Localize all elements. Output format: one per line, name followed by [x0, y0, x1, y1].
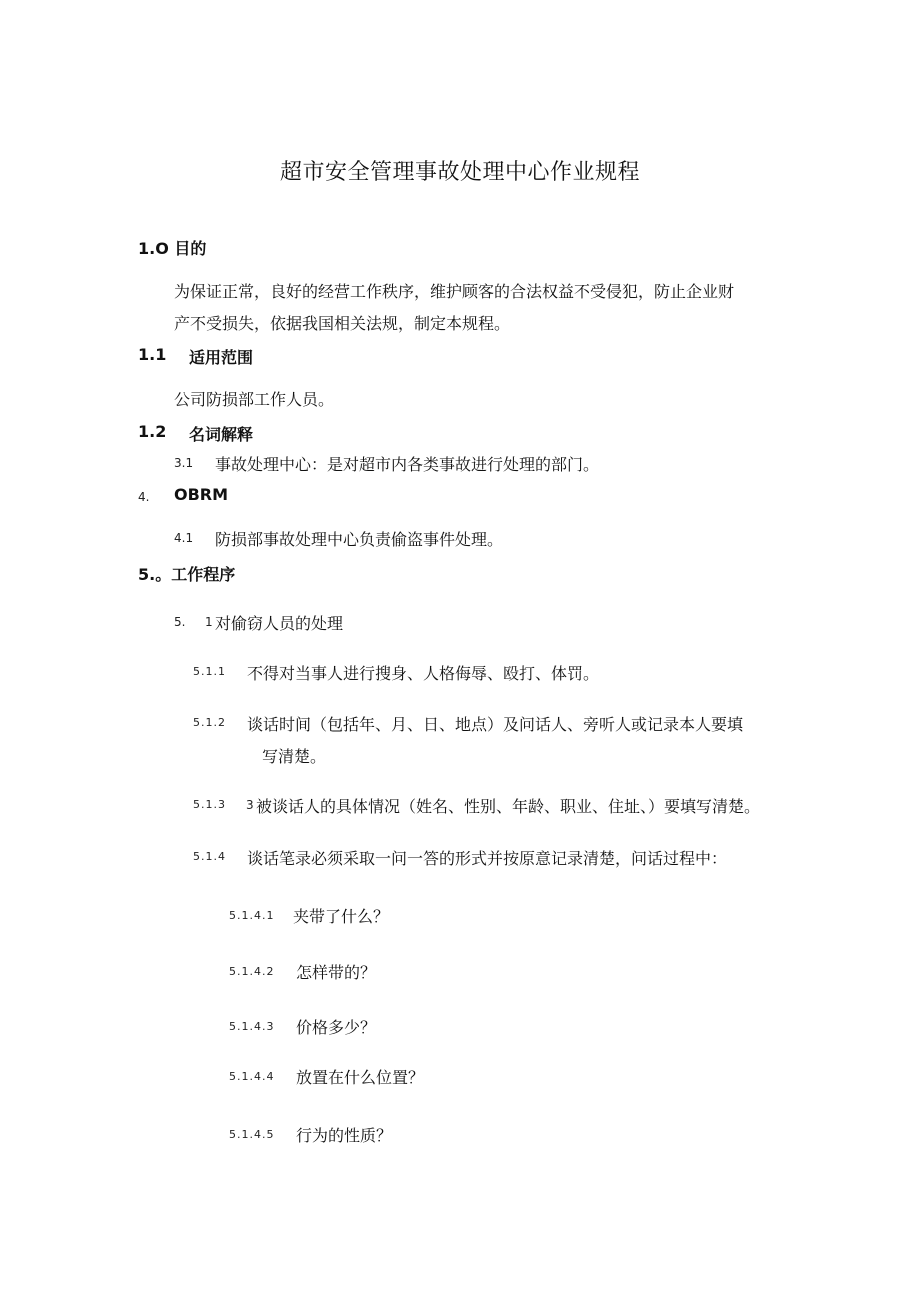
item-text: 被谈话人的具体情况（姓名、性别、年龄、职业、住址、）要填写清楚。 — [256, 797, 761, 816]
item-number: 5.1.4 — [193, 850, 226, 863]
question-text: 夹带了什么？ — [293, 907, 390, 926]
item-text-continuation: 写清楚。 — [262, 747, 327, 766]
purpose-text-line2: 产不受损失，依据我国相关法规，制定本规程。 — [174, 314, 511, 333]
question-number: 5.1.4.4 — [229, 1070, 275, 1083]
document-title: 超市安全管理事故处理中心作业规程 — [279, 160, 640, 185]
purpose-heading: 1.O 目的 — [138, 239, 207, 258]
item-text: 谈话笔录必须采取一问一答的形式并按原意记录清楚，问话过程中： — [247, 849, 728, 868]
purpose-text-line1: 为保证正常，良好的经营工作秩序，维护顾客的合法权益不受侵犯，防止企业财 — [174, 282, 735, 301]
item-number: 5.1.3 — [193, 798, 226, 811]
question-text: 行为的性质？ — [296, 1126, 393, 1145]
procedure-sub-text: 对偷窃人员的处理 — [215, 614, 344, 633]
item-text: 不得对当事人进行搜身、人格侮辱、殴打、体罚。 — [247, 664, 600, 683]
procedure-sub-number-a: 5. — [174, 615, 186, 629]
question-number: 5.1.4.1 — [229, 909, 275, 922]
obrm-item-number: 4.1 — [174, 531, 194, 545]
question-number: 5.1.4.5 — [229, 1128, 275, 1141]
item-prefix: 3 — [246, 798, 254, 812]
obrm-item-text: 防损部事故处理中心负责偷盗事件处理。 — [215, 530, 504, 549]
question-text: 怎样带的？ — [296, 963, 377, 982]
question-number: 5.1.4.3 — [229, 1020, 275, 1033]
item-text: 谈话时间（包括年、月、日、地点）及问话人、旁听人或记录本人要填 — [247, 715, 744, 734]
question-number: 5.1.4.2 — [229, 965, 275, 978]
scope-heading: 适用范围 — [189, 348, 254, 367]
terms-item-number: 3.1 — [174, 456, 194, 470]
obrm-number: 4. — [138, 490, 150, 504]
terms-number: 1.2 — [138, 422, 167, 441]
question-text: 放置在什么位置？ — [296, 1068, 425, 1087]
scope-number: 1.1 — [138, 345, 167, 364]
terms-item-text: 事故处理中心：是对超市内各类事故进行处理的部门。 — [215, 455, 600, 474]
question-text: 价格多少？ — [296, 1018, 377, 1037]
terms-heading: 名词解释 — [189, 425, 254, 444]
item-number: 5.1.2 — [193, 716, 226, 729]
obrm-heading: OBRM — [174, 485, 229, 504]
procedure-sub-number-b: 1 — [205, 615, 213, 629]
scope-text: 公司防损部工作人员。 — [174, 390, 335, 409]
item-number: 5.1.1 — [193, 665, 226, 678]
procedure-heading: 5.。工作程序 — [138, 565, 236, 584]
